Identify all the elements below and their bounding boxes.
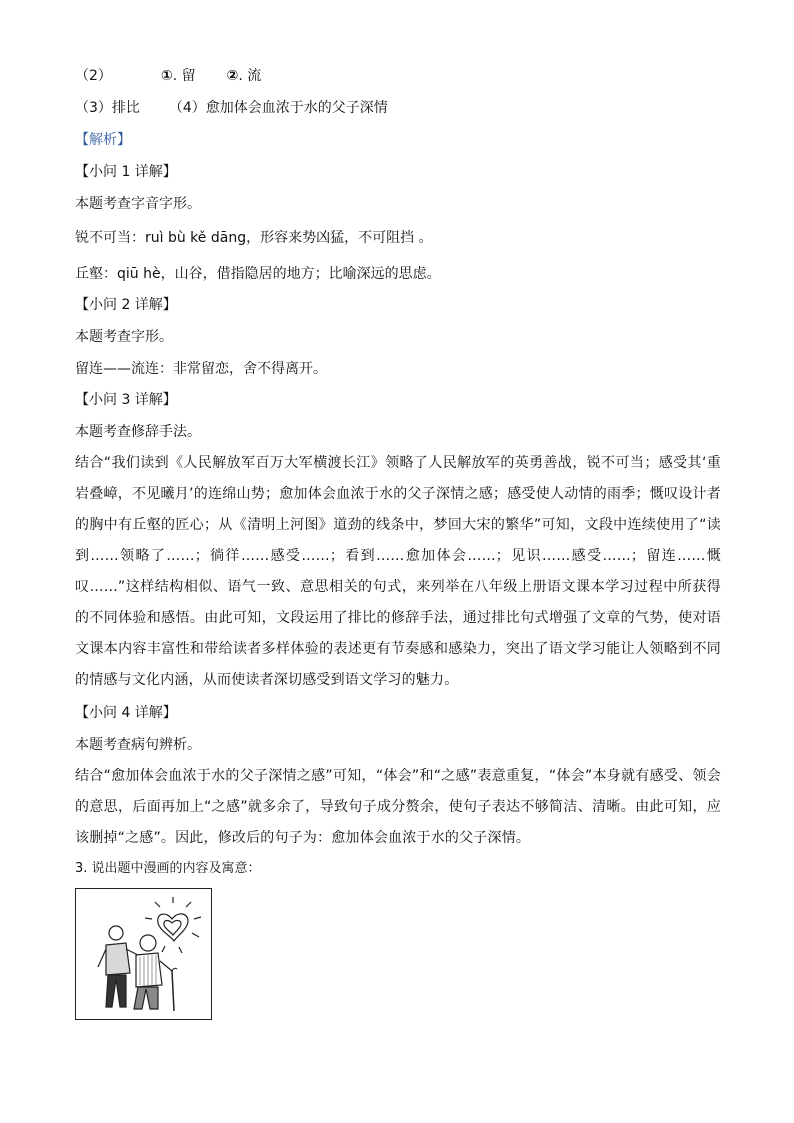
sub2-intro: 本题考查字形。 xyxy=(75,329,173,345)
answer-q2-item2-text: . 流 xyxy=(238,68,262,84)
cartoon-image xyxy=(75,888,212,1020)
answer-q2-item2-number: ② xyxy=(226,68,239,84)
answer-q3-q4 xyxy=(75,98,388,118)
sub2-line1: 留连——流连：非常留恋，舍不得离开。 xyxy=(75,361,327,377)
answer-q2-item1-number: ① xyxy=(160,68,173,84)
analysis-label: 【解析】 xyxy=(75,132,131,148)
answer-q2-label: （2） xyxy=(75,68,112,84)
answer-q3: （3）排比 xyxy=(75,100,140,116)
sub3-paragraph: 结合“我们读到《人民解放军百万大军横渡长江》领略了人民解放军的英勇善战，锐不可当；感受其‘重岩叠嶂，不见曦月’的连绵山势；愈加体会血浓于水的父子深情之感；感受使人动情的雨季；慨叹设计者的胸中有丘壑的匠心；从《清明上河图》道劲的线条中，梦回大宋的繁华”可知，文段中连续使用了“读到……领略了……；徜徉……感受……；看到……愈加体会……；见识……感受……；留连……慨叹……”这样结构相似、语气一致、意思相关的句式，来列举在八年级上册语文课本学习过程中所获得的不同体验和感悟。由此可知，文段运用了排比的修辞手法，通过排比句式增强了文章的气势，使对语文课本内容丰富性和带给读者多样体验的表述更有节奏感和感染力，突出了语文学习能让人领略到不同的情感与文化内涵，从而使读者深切感受到语文学习的魅力。 xyxy=(75,455,721,688)
sub3-intro: 本题考查修辞手法。 xyxy=(75,424,201,440)
father-figure xyxy=(134,935,177,1011)
answer-q2-item1-text: . 留 xyxy=(172,68,196,84)
sub4-intro: 本题考查病句辨析。 xyxy=(75,737,201,753)
answer-q2 xyxy=(75,66,261,86)
sub1-line1: 锐不可当：ruì bù kě dāng，形容来势凶猛，不可阻挡 。 xyxy=(75,230,433,246)
cartoon-illustration xyxy=(76,889,210,1018)
sub2-title: 【小问 2 详解】 xyxy=(75,297,177,313)
question3-prompt: 3. 说出题中漫画的内容及寓意： xyxy=(75,861,261,876)
sub4-title: 【小问 4 详解】 xyxy=(75,705,177,721)
sub1-line2: 丘壑：qiū hè，山谷，借指隐居的地方；比喻深远的思虑。 xyxy=(75,266,441,282)
sub4-paragraph: 结合“愈加体会血浓于水的父子深情之感”可知，“体会”和“之感”表意重复，“体会”本身就有感受、领会的意思，后面再加上“之感”就多余了，导致句子成分赘余，使句子表达不够简洁、清晰。由此可知，应该删掉“之感”。因此，修改后的句子为：愈加体会血浓于水的父子深情。 xyxy=(75,768,721,846)
answer-q4: （4）愈加体会血浓于水的父子深情 xyxy=(168,100,388,116)
sub1-intro: 本题考查字音字形。 xyxy=(75,196,201,212)
son-figure xyxy=(98,926,138,1007)
sub3-title: 【小问 3 详解】 xyxy=(75,392,177,408)
sub1-title: 【小问 1 详解】 xyxy=(75,164,177,180)
